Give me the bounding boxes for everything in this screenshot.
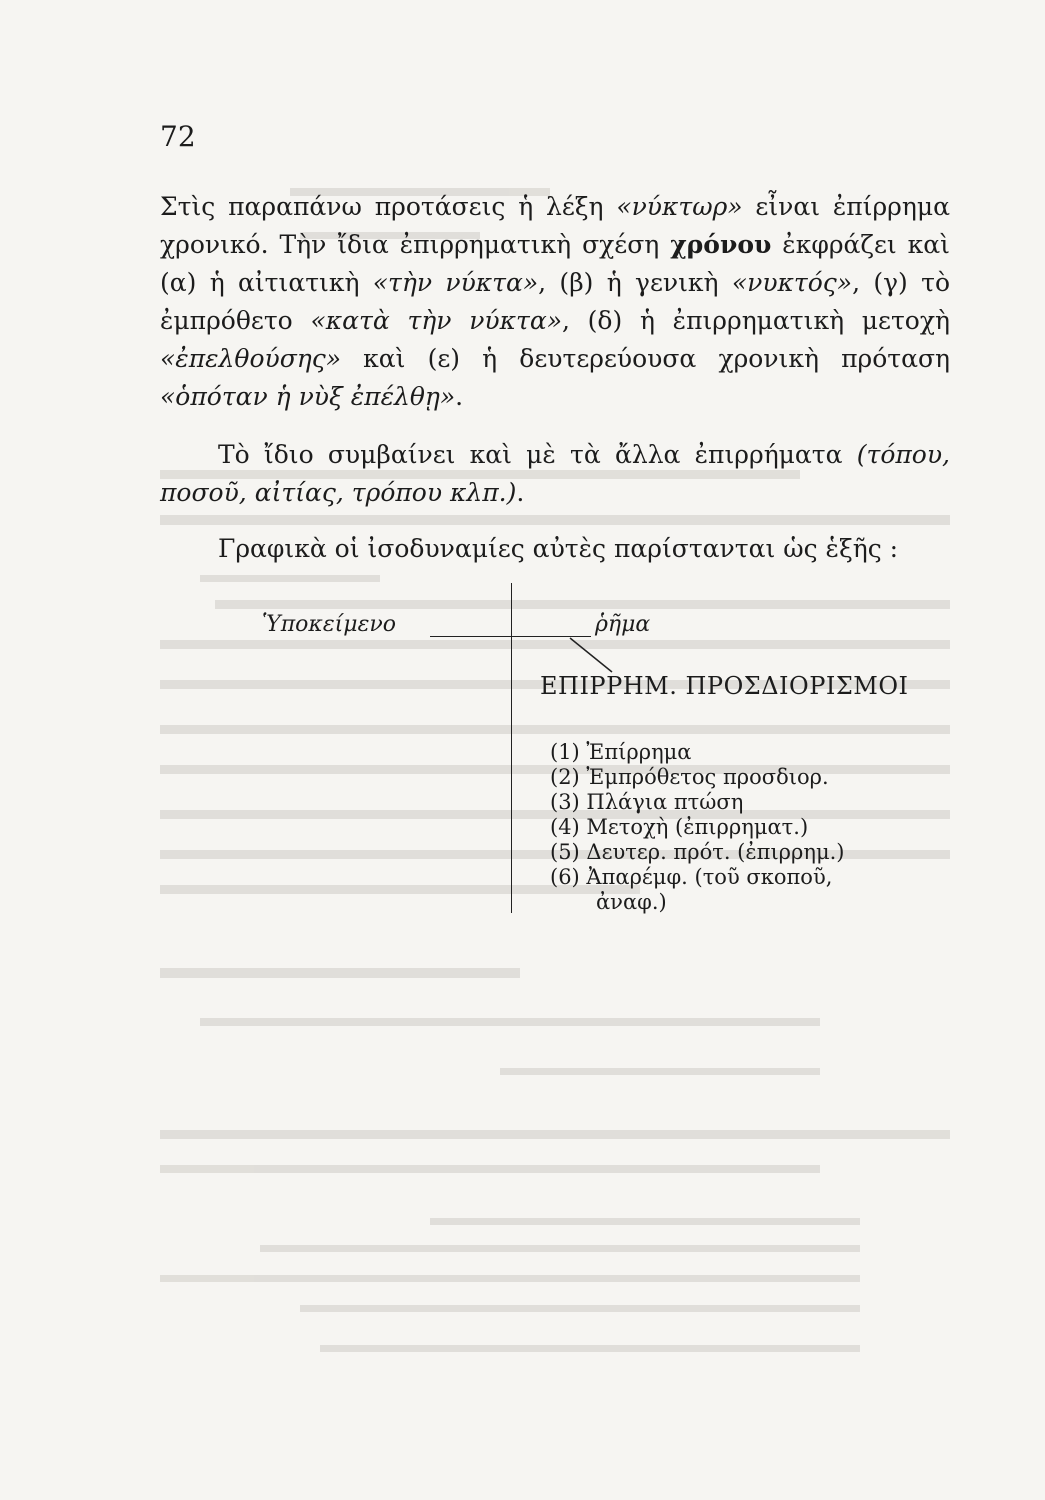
text: καὶ (ε) ἡ δευτερεύουσα χρονικὴ πρόταση (341, 344, 950, 373)
diagram-baseline-left (430, 636, 511, 637)
paragraph-adverb-of-time (160, 188, 950, 416)
text: Τὸ ἴδιο συμβαίνει καὶ μὲ τὰ ἄλλα ἐπιρρήματα (218, 440, 857, 469)
diagram-adverbial-modifiers-heading: ΕΠΙΡΡΗΜ. ΠΡΟΣΔΙΟΡΙΣΜΟΙ (540, 672, 909, 700)
text: Στὶς παραπάνω προτάσεις ἡ λέξη (160, 192, 617, 221)
diagram-modifier-list (550, 740, 844, 915)
text: , (δ) ἡ ἐπιρρηματικὴ μετοχὴ (562, 306, 950, 335)
text: . (516, 478, 525, 507)
text: , (β) ἡ γενικὴ (538, 268, 732, 297)
list-item: (5) Δευτερ. πρότ. (ἐπιρρημ.) (550, 840, 845, 864)
paragraph-graphic-intro: Γραφικὰ οἱ ἰσοδυναμίες αὐτὲς παρίστανται ὡς ἑξῆς : (218, 534, 899, 563)
example-accusative: «τὴν νύκτα» (372, 268, 539, 297)
text: . (455, 382, 464, 411)
diagram-predicate: ῥῆμα (595, 612, 651, 637)
page-number: 72 (160, 120, 196, 153)
example-participle: «ἐπελθούσης» (160, 344, 342, 373)
list-item: (1) Ἐπίρρημα (550, 740, 692, 764)
diagram-modifier-slant-line (568, 636, 618, 676)
list-item: (6) Ἀπαρέμφ. (τοῦ σκοποῦ, (550, 865, 833, 889)
text: ἐκφράζει καὶ (α) ἡ αἰτιατικὴ (160, 230, 950, 297)
example-nyktor: «νύκτωρ» (616, 192, 743, 221)
list-item-continuation: ἀναφ.) (596, 890, 667, 914)
text: , (γ) τὸ ἐμπρόθετο (160, 268, 951, 335)
diagram-divider-vertical (511, 583, 512, 913)
example-genitive: «νυκτός» (731, 268, 853, 297)
bold-term-chronou: χρόνου (670, 230, 772, 259)
list-item: (2) Ἐμπρόθετος προσδιορ. (550, 765, 829, 789)
list-item: (4) Μετοχὴ (ἐπιρρηματ.) (550, 815, 809, 839)
adverb-types-list: (τόπου, ποσοῦ, αἰτίας, τρόπου κλπ.) (160, 440, 950, 507)
paragraph-other-adverbs (160, 436, 950, 512)
diagram-subject: Ὑποκείμενο (262, 612, 396, 637)
example-prepositional: «κατὰ τὴν νύκτα» (310, 306, 562, 335)
list-item: (3) Πλάγια πτώση (550, 790, 744, 814)
text: εἶναι ἐπίρρημα χρονικό. Τὴν ἴδια ἐπιρρηματικὴ σχέση (160, 192, 950, 259)
example-clause: «ὁπόταν ἡ νὺξ ἐπέλθῃ» (160, 382, 456, 411)
